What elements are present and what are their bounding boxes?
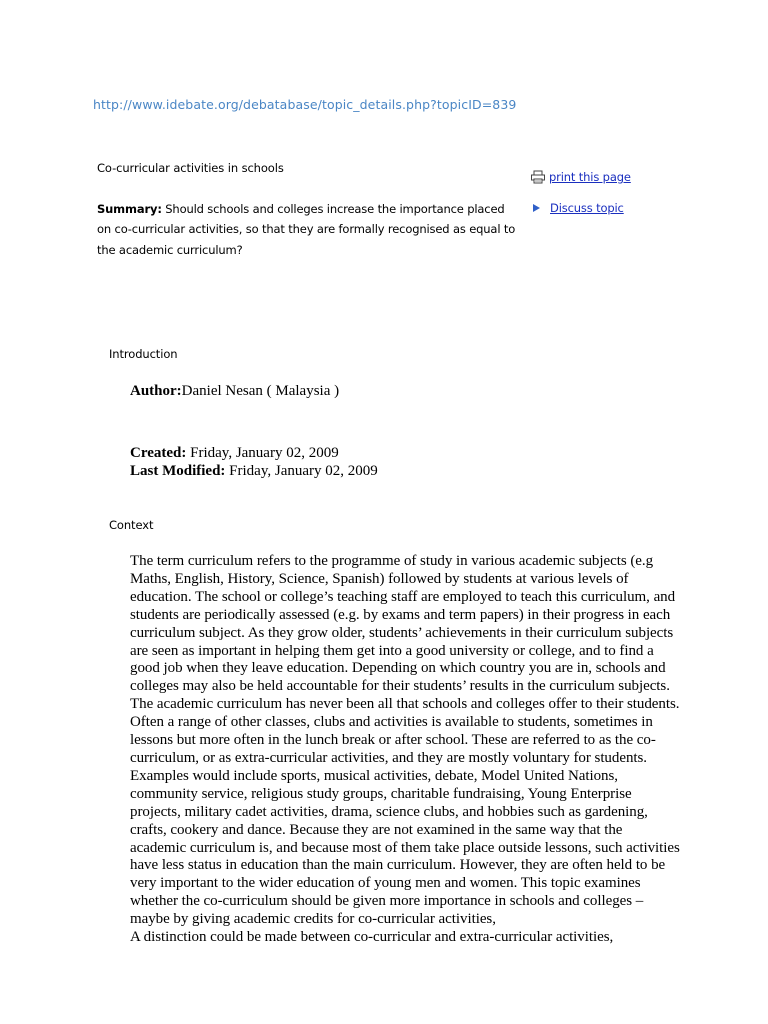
author-label: Author:: [130, 383, 182, 399]
created-value: Friday, January 02, 2009: [186, 445, 339, 461]
summary-label: Summary:: [97, 202, 162, 216]
arrow-right-icon: [533, 204, 540, 212]
created-label: Created:: [130, 445, 187, 461]
topic-title: Co-curricular activities in schools: [97, 161, 284, 175]
topic-summary: [97, 199, 517, 260]
side-links: [530, 170, 631, 215]
context-paragraph: The academic curriculum has never been all that schools and colleges offer to their students. Often a range of other classes, clubs and activities is available to students, sometimes in lessons but more often in the lunch break or after school. These are referred to as the co-curriculum, or as extra-curricular activities, and they are mostly voluntary for students. Examples would include sports, musical activities, debate, Model United Nations, community service, religious study groups, charitable fundraising, Young Enterprise projects, military cadet activities, drama, science clubs, and hobbies such as gardening, crafts, cookery and dance. Because they are not examined in the same way that the academic curriculum is, and because most of them take place outside lessons, such activities have less status in education than the main curriculum. However, they are often held to be very important to the wider education of young men and women. This topic examines whether the co-curriculum should be given more importance in schools and colleges – maybe by giving academic credits for co-curricular activities,: [130, 696, 680, 928]
last-modified-label: Last Modified:: [130, 463, 226, 479]
source-url-link[interactable]: http://www.idebate.org/debatabase/topic_details.php?topicID=839: [93, 97, 517, 112]
introduction-heading: Introduction: [109, 347, 178, 361]
last-modified-value: Friday, January 02, 2009: [225, 463, 378, 479]
context-heading: Context: [109, 518, 154, 532]
context-paragraph: A distinction could be made between co-curricular and extra-curricular activities,: [130, 929, 614, 946]
printer-icon: [530, 170, 547, 184]
print-page-link[interactable]: [530, 170, 631, 184]
created-line: [130, 444, 339, 462]
context-paragraph: The term curriculum refers to the programme of study in various academic subjects (e.g Maths, English, History, Science, Spanish) followed by students at various levels of education. The school or college’s teaching staff are employed to teach this curriculum, and students are periodically assessed (e.g. by exams and term papers) in their progress in each curriculum subject. As they grow older, students’ achievements in their curriculum subjects are seen as important in helping them get into a good university or college, and to find a good job when they leave education. Depending on which country you are in, schools and colleges may also be held accountable for their students’ results in the curriculum subjects.: [130, 553, 676, 695]
last-modified-line: [130, 462, 378, 480]
author-line: [130, 382, 339, 400]
author-value: Daniel Nesan ( Malaysia ): [181, 383, 340, 399]
discuss-topic-label[interactable]: Discuss topic: [550, 201, 624, 215]
context-body: [130, 553, 682, 947]
summary-text: Should schools and colleges increase the importance placed on co-curricular activities, so that they are formally recognised as equal to the academic curriculum?: [97, 202, 516, 257]
print-page-label[interactable]: print this page: [549, 170, 631, 184]
discuss-topic-link[interactable]: [530, 201, 631, 215]
